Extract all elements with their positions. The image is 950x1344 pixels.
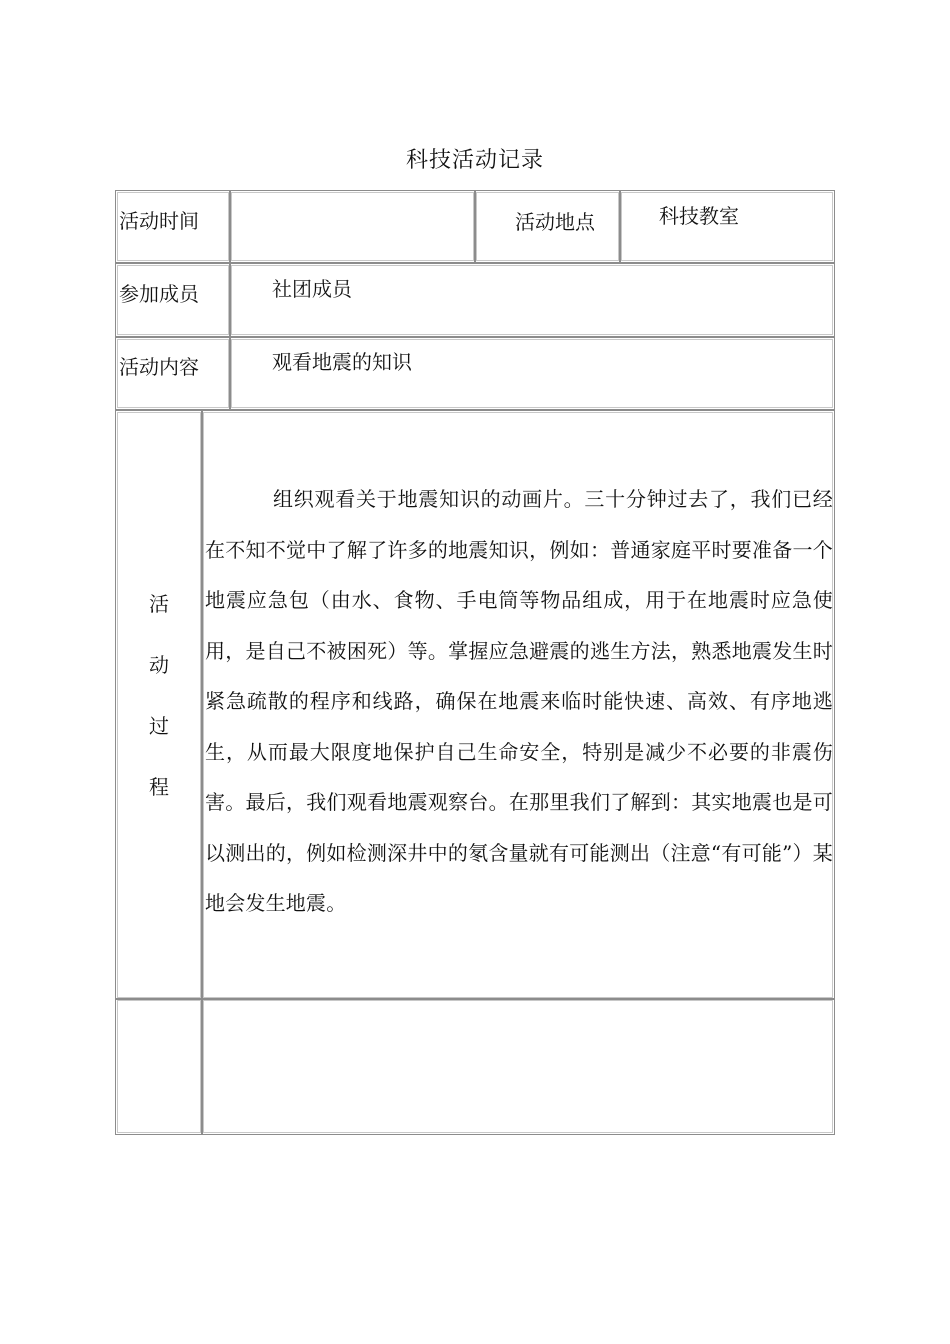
process-label [117, 588, 201, 832]
process-text: 组织观看关于地震知识的动画片。三十分钟过去了，我们已经在不知不觉中了解了许多的地震知识，例如：普通家庭平时要准备一个地震应急包（由水、食物、手电筒等物品组成，用于在地震时应急使用，是自己不被困死）等。掌握应急避震的逃生方法，熟悉地震发生时紧急疏散的程序和线路，确保在地震来临时能快速、高效、有序地逃生，从而最大限度地保护自己生命安全，特别是减少不必要的非震伤害。最后，我们观看地震观察台。在那里我们了解到：其实地震也是可以测出的，例如检测深井中的氡含量就有可能测出（注意“有可能”）某地会发生地震。 [205, 487, 833, 915]
time-label: 活动时间 [119, 209, 199, 233]
empty-label-cell [115, 998, 203, 1135]
process-label-char: 动 [149, 653, 169, 677]
page-title: 科技活动记录 [405, 148, 544, 173]
content-label: 活动内容 [119, 355, 199, 379]
process-label-char: 程 [149, 775, 169, 799]
members-label: 参加成员 [119, 282, 199, 306]
content-value: 观看地震的知识 [272, 350, 412, 374]
process-label-char: 过 [149, 714, 169, 738]
place-value: 科技教室 [659, 204, 739, 228]
time-value-cell [229, 190, 476, 263]
process-label-char: 活 [149, 592, 169, 616]
empty-value-cell [201, 998, 835, 1135]
members-value: 社团成员 [272, 277, 352, 301]
place-label: 活动地点 [515, 210, 595, 234]
